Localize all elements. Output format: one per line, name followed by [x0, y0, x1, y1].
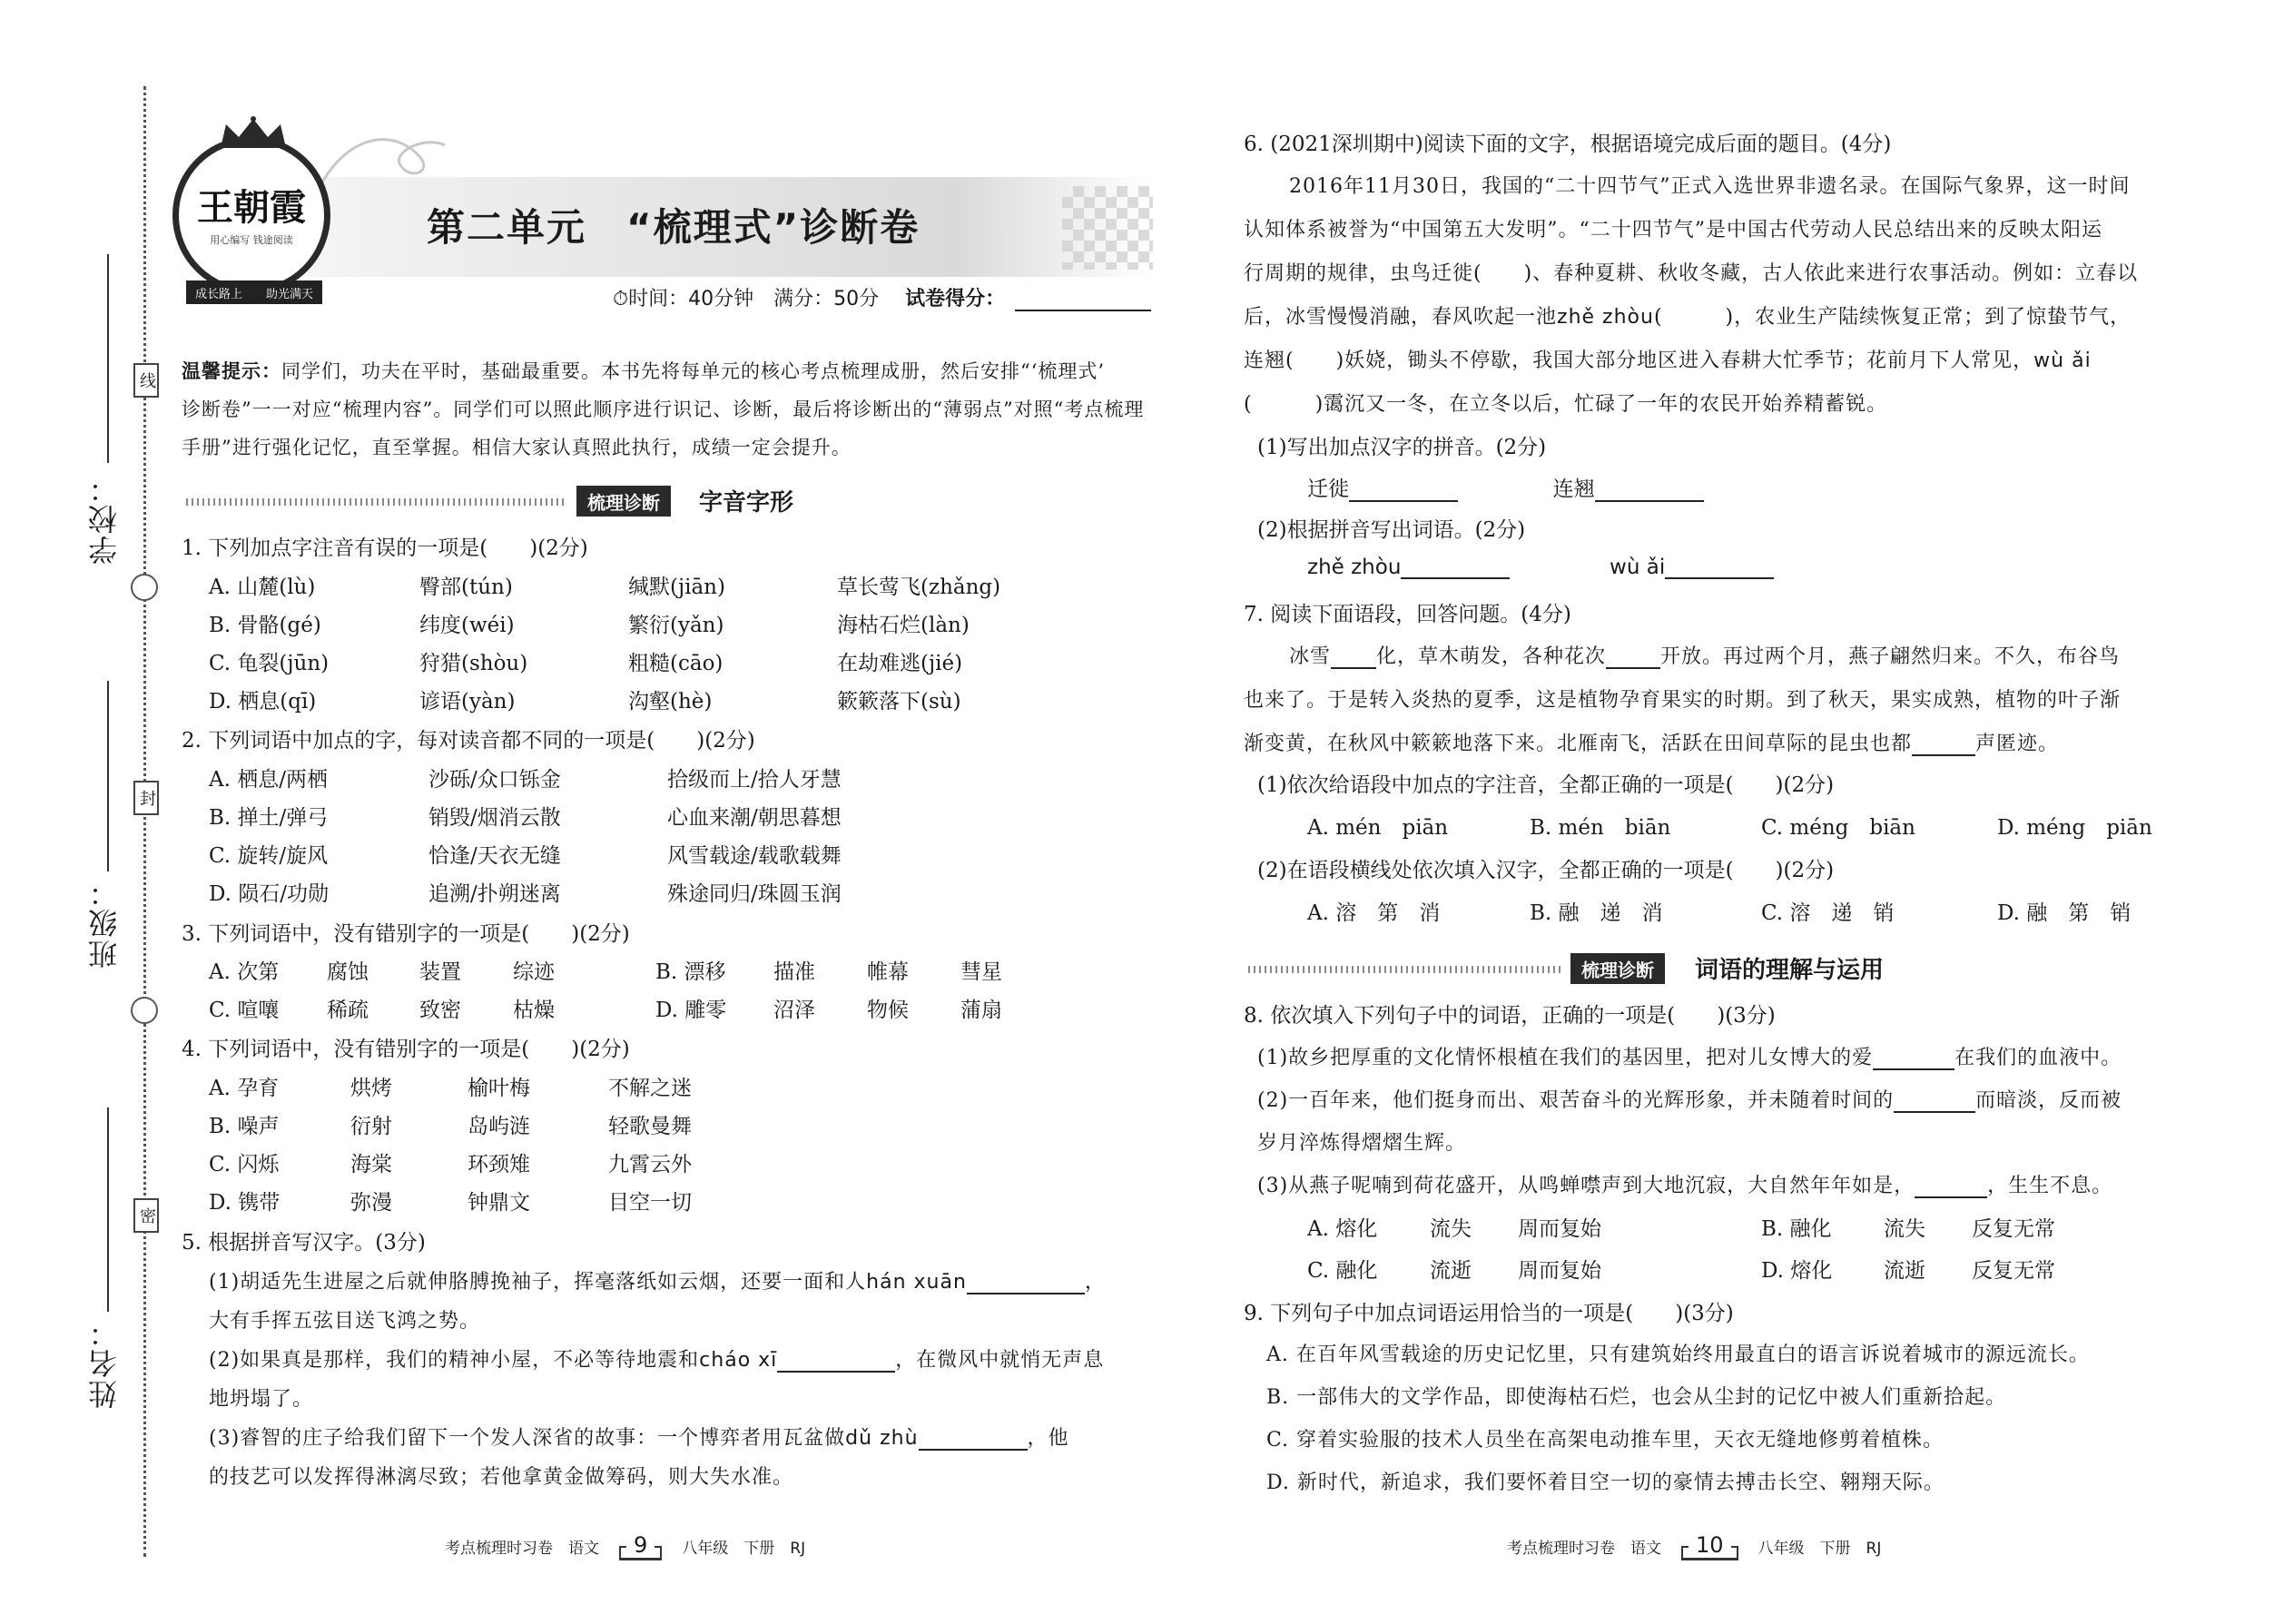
- passage-line: 连翘( )妖娆，锄头不停歇，我国大部分地区进入春耕大忙季节；花前月下人常见，wù ǎi: [1244, 349, 2092, 372]
- logo-tag: [186, 281, 322, 304]
- footer-grade: 八年级 下册 RJ: [1757, 1540, 1882, 1558]
- question-3-stem: 3. 下列词语中，没有错别字的一项是( )(2分): [182, 922, 630, 946]
- brand-logo: [172, 136, 330, 301]
- page-number: 10: [1681, 1532, 1738, 1560]
- q5-sentence-1-cont: 大有手挥五弦目送飞鸿之势。: [209, 1310, 481, 1333]
- option-item: 草长莺飞(zhǎng): [837, 576, 1001, 599]
- option-item: 流失: [1430, 1217, 1472, 1241]
- option-item[interactable]: A. 次第: [209, 960, 280, 984]
- option-item: 海棠: [350, 1153, 392, 1176]
- option-item: 风雪载途/载歌载舞: [667, 844, 842, 868]
- option-item: 繁衍(yǎn): [628, 614, 724, 637]
- passage-line: 渐变黄，在秋风中簌簌地落下来。北雁南飞，活跃在田间草际的昆虫也都 声匿迹。: [1244, 733, 2060, 755]
- option-item: 彗星: [960, 960, 1002, 984]
- option-item: 环颈雉: [468, 1153, 530, 1176]
- school-label: 学校：: [87, 472, 122, 565]
- option-item: 弥漫: [350, 1191, 392, 1215]
- option-item: 枯燥: [513, 999, 555, 1022]
- option-item[interactable]: C. 闪烁: [209, 1153, 280, 1176]
- q8-sentence-1: (1)故乡把厚重的文化情怀根植在我们的基因里，把对儿女博大的爱 在我们的血液中。: [1257, 1047, 2122, 1069]
- option-item: 稀疏: [327, 999, 369, 1022]
- section-title: 词语的理解与运用: [1695, 957, 1885, 984]
- time-score-info: ⏱时间：40分钟 满分：50分: [613, 288, 880, 310]
- pinyin: dǔ zhù: [845, 1427, 919, 1450]
- answer-blank[interactable]: [1912, 754, 1975, 756]
- q6-sub-2-answers: zhě zhòu wù ǎi: [1307, 556, 1774, 579]
- option-item[interactable]: B. 融 递 消: [1530, 901, 1663, 925]
- answer-blank[interactable]: [1595, 500, 1704, 502]
- option-item[interactable]: D. 雕零: [655, 999, 727, 1022]
- question-9-stem: 9. 下列句子中加点词语运用恰当的一项是( )(3分): [1244, 1302, 1734, 1325]
- option-item: 沟壑(hè): [628, 690, 713, 714]
- option-item: 流逝: [1884, 1259, 1925, 1283]
- option-item: 沼泽: [773, 999, 815, 1022]
- option-item: 物候: [867, 999, 909, 1022]
- q5-sentence-3: (3)睿智的庄子给我们留下一个发人深省的故事：一个博弈者用瓦盆做dǔ zhù ，他: [209, 1427, 1069, 1450]
- option-item: 恰逢/天衣无缝: [428, 844, 561, 868]
- option-item: 缄默(jiān): [628, 576, 725, 599]
- option-item: 流逝: [1430, 1259, 1472, 1283]
- pinyin: cháo xī: [699, 1349, 778, 1372]
- question-8-stem: 8. 依次填入下列句子中的词语，正确的一项是( )(3分): [1244, 1004, 1776, 1028]
- option-item[interactable]: C. 融化: [1307, 1259, 1378, 1283]
- question-7-stem: 7. 阅读下面语段，回答问题。(4分): [1244, 603, 1571, 626]
- option-item: 岛屿涟: [468, 1115, 530, 1138]
- answer-blank[interactable]: [967, 1293, 1085, 1294]
- option-item: 海枯石烂(làn): [837, 614, 970, 637]
- option-item[interactable]: A. 栖息/两栖: [209, 768, 328, 792]
- option-item: 综迹: [513, 960, 555, 984]
- question-2-stem: 2. 下列词语中加点的字，每对读音都不同的一项是( )(2分): [182, 729, 755, 753]
- option-item[interactable]: A. 山麓(lù): [209, 576, 316, 599]
- q5-sentence-3-cont: 的技艺可以发挥得淋漓尽致；若他拿黄金做筹码，则大失水准。: [209, 1466, 794, 1489]
- option-item: 腐蚀: [327, 960, 369, 984]
- binding-dotted-line: [143, 86, 146, 1557]
- tips-line: 手册”进行强化记忆，直至掌握。相信大家认真照此执行，成绩一定会提升。: [182, 437, 852, 458]
- pinyin: zhě zhòu: [1557, 306, 1654, 329]
- tips-line: 诊断卷”一一对应“梳理内容”。同学们可以照此顺序进行识记、诊断，最后将诊断出的“薄弱点”对照“考点梳理: [182, 399, 1145, 420]
- option-item[interactable]: B. 一部伟大的文学作品，即使海枯石烂，也会从尘封的记忆中被人们重新拾起。: [1266, 1386, 2007, 1409]
- answer-blank[interactable]: [1894, 1111, 1975, 1113]
- option-item: 簌簌落下(sù): [837, 690, 961, 714]
- option-item[interactable]: D. 镌带: [209, 1191, 281, 1215]
- footer-book: 考点梳理时习卷 语文: [1507, 1540, 1661, 1558]
- footer-book: 考点梳理时习卷 语文: [445, 1540, 599, 1558]
- option-item: 周而复始: [1518, 1217, 1601, 1241]
- section-tag: 梳理诊断: [1570, 953, 1665, 984]
- option-item: 狩猎(shòu): [419, 652, 528, 675]
- q8-sentence-3: (3)从燕子呢喃到荷花盛开，从鸣蝉噤声到大地沉寂，大自然年年如是， ，生生不息。: [1257, 1175, 2113, 1197]
- tips-label: 温馨提示：: [182, 360, 281, 382]
- option-item: 谚语(yàn): [419, 690, 516, 714]
- question-4-stem: 4. 下列词语中，没有错别字的一项是( )(2分): [182, 1038, 630, 1061]
- footer-grade: 八年级 下册 RJ: [682, 1540, 806, 1558]
- question-5-stem: 5. 根据拼音写汉字。(3分): [182, 1231, 426, 1255]
- option-item: 纬度(wéi): [419, 614, 515, 637]
- option-item: 在劫难逃(jié): [837, 652, 963, 675]
- passage-line: 冰雪 化，草木萌发，各种花次 开放。再过两个月，燕子翩然归来。不久，布谷鸟: [1289, 645, 2121, 668]
- passage-line: 也来了。于是转入炎热的夏季，这是植物孕育果实的时期。到了秋天，果实成熟，植物的叶子渐: [1244, 689, 2122, 712]
- school-blank[interactable]: [107, 254, 109, 463]
- answer-blank[interactable]: [1665, 577, 1774, 579]
- option-item: 拾级而上/拾人牙慧: [667, 768, 842, 792]
- option-item: 粗糙(cāo): [628, 652, 724, 675]
- page-title: 第二单元 “梳理式”诊断卷: [427, 205, 921, 250]
- q6-sub-1: (1)写出加点汉字的拼音。(2分): [1257, 436, 1547, 459]
- option-item: 钟鼎文: [468, 1191, 530, 1215]
- q6-sub-2: (2)根据拼音写出词语。(2分): [1257, 518, 1526, 542]
- passage-line: 认知体系被誉为“中国第五大发明”。“二十四节气”是中国古代劳动人民总结出来的反映太阳运: [1244, 219, 2102, 241]
- binding-knot: [131, 997, 158, 1024]
- option-item[interactable]: A. 熔化: [1307, 1217, 1378, 1241]
- answer-blank[interactable]: [1873, 1068, 1954, 1070]
- option-item: 装置: [419, 960, 461, 984]
- option-item: 致密: [419, 999, 461, 1022]
- option-item: 轻歌曼舞: [608, 1115, 692, 1138]
- banner-checker-pattern: [1062, 186, 1153, 270]
- section-header-vocabulary: [1248, 953, 2220, 984]
- page-number: 9: [619, 1532, 662, 1560]
- tips-paragraph: [182, 352, 1153, 467]
- option-item[interactable]: C. 旋转/旋风: [209, 844, 329, 868]
- q8-sentence-2-cont: 岁月淬炼得熠熠生辉。: [1257, 1132, 1467, 1155]
- q5-sentence-1: (1)胡适先生进屋之后就伸胳膊挽袖子，挥毫落纸如云烟，还要一面和人hán xuān ，: [209, 1271, 1106, 1294]
- section-title: 字音字形: [699, 489, 794, 517]
- option-item[interactable]: A. 孕育: [209, 1077, 280, 1100]
- exam-meta: [613, 283, 1151, 311]
- option-item: 销毁/烟消云散: [428, 806, 561, 830]
- option-item[interactable]: B. 漂移: [655, 960, 726, 984]
- logo-tag-left: 成长路上: [195, 287, 243, 301]
- option-item: 反复无常: [1972, 1259, 2055, 1283]
- binding-tag-close: 密: [133, 1198, 159, 1233]
- option-item[interactable]: D. 融 第 销: [1997, 901, 2132, 925]
- option-item: 追溯/扑朔迷离: [428, 882, 561, 906]
- option-item: 蒲扇: [960, 999, 1002, 1022]
- section-tag: 梳理诊断: [576, 486, 671, 517]
- option-item: 臀部(tún): [419, 576, 513, 599]
- option-item: 反复无常: [1972, 1217, 2055, 1241]
- option-item[interactable]: C. 穿着实验服的技术人员坐在高架电动推车里，天衣无缝地修剪着植株。: [1266, 1429, 1944, 1452]
- passage-line: 2016年11月30日，我国的“二十四节气”正式入选世界非遗名录。在国际气象界，这一时间: [1289, 175, 2131, 198]
- option-item: 烘烤: [350, 1077, 392, 1100]
- option-item[interactable]: B. 融化: [1761, 1217, 1832, 1241]
- answer-blank[interactable]: [1401, 577, 1510, 579]
- option-item: 目空一切: [608, 1191, 692, 1215]
- crown-icon: [217, 115, 290, 152]
- option-item[interactable]: B. 噪声: [209, 1115, 280, 1138]
- option-item: 殊途同归/珠圆玉润: [667, 882, 842, 906]
- option-item: 榆叶梅: [468, 1077, 530, 1100]
- tips-line: 同学们，功夫在平时，基础最重要。本书先将每单元的核心考点梳理成册，然后安排“‘梳理式’: [281, 360, 1106, 382]
- option-item[interactable]: A. 溶 第 消: [1307, 901, 1441, 925]
- answer-blank[interactable]: [919, 1449, 1028, 1451]
- ribbon-decoration: [309, 118, 454, 200]
- footer-right: [1507, 1532, 1881, 1560]
- option-item[interactable]: D. 新时代，新追求，我们要怀着目空一切的豪情去搏击长空、翱翔天际。: [1266, 1471, 1944, 1494]
- option-item[interactable]: C. 溶 递 销: [1761, 901, 1895, 925]
- class-blank[interactable]: [107, 681, 109, 871]
- option-item: 心血来潮/朝思暮想: [667, 806, 842, 830]
- q5-sentence-2-cont: 地坍塌了。: [209, 1388, 314, 1411]
- logo-tag-right: 助光满天: [265, 287, 313, 301]
- logo-brand-text: 王朝霞: [197, 185, 306, 229]
- option-item[interactable]: A. mén piān: [1307, 816, 1449, 840]
- option-item[interactable]: B. 掸土/弹弓: [209, 806, 329, 830]
- footer-left: [445, 1532, 805, 1560]
- option-item[interactable]: C. méng biān: [1761, 816, 1915, 840]
- answer-blank[interactable]: [1915, 1196, 1987, 1198]
- name-label: 姓名：: [87, 1316, 122, 1409]
- answer-blank[interactable]: [1606, 667, 1660, 669]
- option-item[interactable]: B. 骨骼(gé): [209, 614, 321, 637]
- score-blank[interactable]: [1015, 310, 1151, 311]
- answer-blank[interactable]: [1349, 500, 1458, 502]
- option-item: 描准: [773, 960, 815, 984]
- class-label: 班级：: [87, 876, 122, 969]
- binding-knot: [131, 574, 158, 601]
- question-6-stem: 6. (2021深圳期中)阅读下面的文字，根据语境完成后面的题目。(4分): [1244, 133, 1892, 156]
- section-header-pronunciation: [186, 486, 1153, 517]
- option-item: 流失: [1884, 1217, 1925, 1241]
- q7-sub-1: (1)依次给语段中加点的字注音，全都正确的一项是( )(2分): [1257, 773, 1835, 797]
- passage-line: ( )霭沉又一冬，在立冬以后，忙碌了一年的农民开始养精蓄锐。: [1244, 393, 1888, 416]
- binding-tag-line: 线: [133, 363, 159, 398]
- question-1-stem: 1. 下列加点字注音有误的一项是( )(2分): [182, 536, 588, 560]
- option-item: 帷幕: [867, 960, 909, 984]
- option-item[interactable]: D. méng piān: [1997, 816, 2152, 840]
- option-item: 周而复始: [1518, 1259, 1601, 1283]
- option-item[interactable]: D. 陨石/功勋: [209, 882, 329, 906]
- option-item[interactable]: D. 熔化: [1761, 1259, 1833, 1283]
- option-item[interactable]: A. 在百年风雪载途的历史记忆里，只有建筑始终用最直白的语言诉说着城市的源远流长。: [1266, 1343, 2090, 1366]
- option-item[interactable]: D. 栖息(qī): [209, 690, 317, 714]
- pinyin: hán xuān: [866, 1271, 967, 1294]
- score-label: 试卷得分：: [905, 288, 1006, 310]
- passage-line: 行周期的规律，虫鸟迁徙( )、春种夏耕、秋收冬藏，古人依此来进行农事活动。例如：立春以: [1244, 262, 2139, 285]
- option-item: 衍射: [350, 1115, 392, 1138]
- option-item[interactable]: B. mén biān: [1530, 816, 1671, 840]
- answer-blank[interactable]: [1331, 667, 1376, 669]
- q6-sub-1-answers: 迁徙 连翘: [1307, 472, 1704, 502]
- answer-blank[interactable]: [777, 1371, 895, 1373]
- option-item[interactable]: C. 龟裂(jūn): [209, 652, 330, 675]
- logo-slogan: 用心编写 钱途阅读: [210, 233, 293, 246]
- option-item[interactable]: C. 喧嚷: [209, 999, 280, 1022]
- name-blank[interactable]: [107, 1107, 109, 1312]
- q7-sub-2: (2)在语段横线处依次填入汉字，全都正确的一项是( )(2分): [1257, 859, 1835, 882]
- q8-sentence-2: (2)一百年来，他们挺身而出、艰苦奋斗的光辉形象，并未随着时间的 而暗淡，反而被: [1257, 1089, 2122, 1112]
- passage-line: 后，冰雪慢慢消融，春风吹起一池zhě zhòu( )，农业生产陆续恢复正常；到了惊蛰节气，: [1244, 306, 2132, 329]
- option-item: 不解之迷: [608, 1077, 692, 1100]
- option-item: 九霄云外: [608, 1153, 692, 1176]
- option-item: 沙砾/众口铄金: [428, 768, 561, 792]
- q5-sentence-2: (2)如果真是那样，我们的精神小屋，不必等待地震和cháo xī ，在微风中就悄无声息: [209, 1349, 1105, 1372]
- pinyin: wù ǎi: [2033, 349, 2092, 372]
- binding-tag-seal: 封: [133, 781, 159, 815]
